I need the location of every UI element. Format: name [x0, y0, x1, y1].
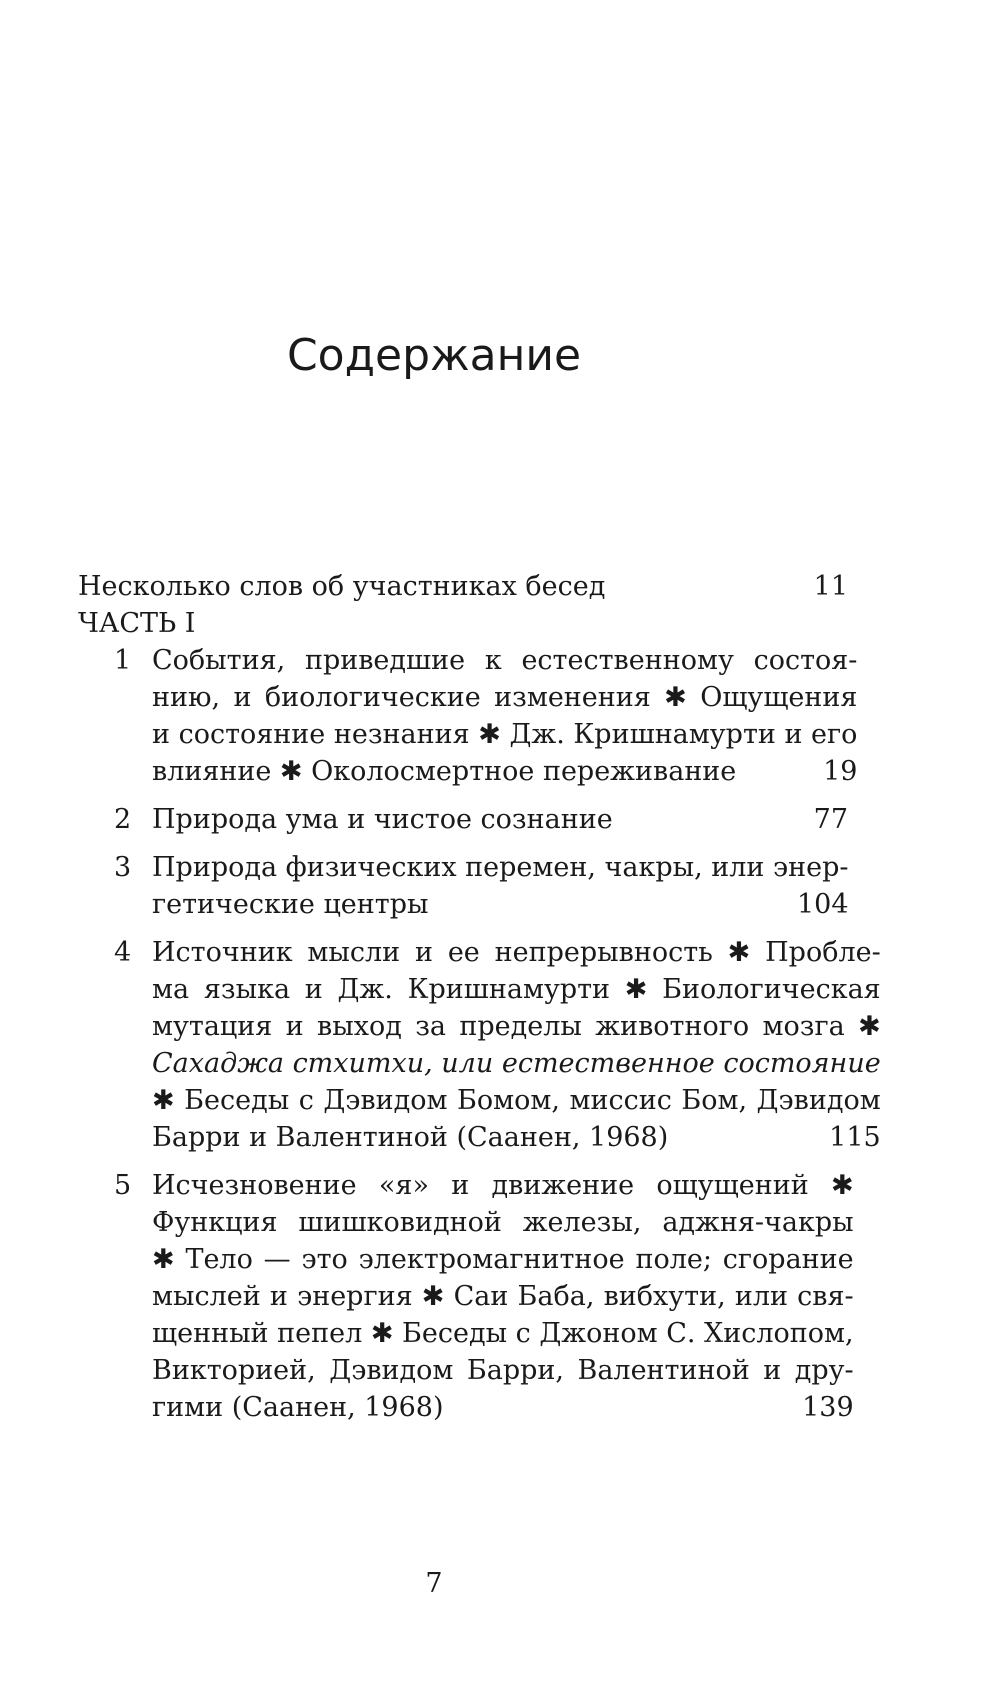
chapter-line: мутация и выход за пределы животного мозга ✱	[152, 1011, 881, 1042]
chapter-line: ✱ Беседы с Дэвидом Бомом, миссис Бом, Дэвидом	[152, 1085, 881, 1116]
chapter-line: Природа физических перемен, чакры, или энер-	[152, 852, 849, 883]
chapter-line-italic	[152, 1045, 881, 1082]
chapter-line-last	[152, 1119, 881, 1156]
chapter-number: 4	[114, 937, 132, 968]
chapter-line: и состояние незнания ✱ Дж. Кришнамурти и его	[152, 719, 858, 750]
toc-entry	[78, 1167, 854, 1426]
toc-entry	[78, 642, 858, 790]
toc-intro-text: Несколько слов об участниках бесед	[78, 571, 606, 602]
chapter-number: 2	[114, 804, 132, 835]
toc-entry	[78, 849, 848, 923]
chapter-page: 115	[829, 1122, 881, 1153]
chapter-body	[152, 1167, 854, 1426]
chapter-line-last	[152, 1389, 854, 1426]
chapter-line: Источник мысли и ее непрерывность ✱ Пробле-	[152, 937, 881, 968]
chapter-line: Викторией, Дэвидом Барри, Валентиной и дру-	[152, 1355, 854, 1386]
chapter-line-last	[152, 753, 857, 790]
chapter-body	[152, 642, 857, 790]
chapter-line-last	[152, 886, 849, 923]
chapter-page: 19	[823, 756, 858, 787]
chapter-line: ✱ Тело — это электромагнитное поле; сгорание	[152, 1244, 854, 1275]
chapter-page: 104	[796, 889, 849, 920]
chapter-line: Исчезновение «я» и движение ощущений ✱	[152, 1170, 854, 1201]
chapter-body	[152, 849, 849, 923]
chapter-line: мыслей и энергия ✱ Саи Баба, вибхути, или свя-	[152, 1281, 854, 1312]
chapter-line: влияние ✱ Околосмертное переживание	[152, 756, 737, 787]
page-title: Содержание	[286, 330, 582, 381]
toc-intro-page: 11	[813, 571, 848, 602]
chapter-number: 3	[114, 852, 132, 883]
toc-entry	[78, 801, 848, 838]
chapter-line: гетические центры	[152, 889, 429, 920]
chapter-line: Функция шишковидной железы, аджня-чакры	[152, 1207, 854, 1238]
chapter-line: Сахаджа стхитхи, или естественное состояние	[152, 1048, 881, 1079]
page-number: 7	[425, 1568, 443, 1599]
chapter-page: 139	[802, 1392, 854, 1423]
toc-intro-row	[78, 568, 848, 605]
chapter-body	[152, 801, 848, 838]
chapter-page: 77	[813, 804, 848, 835]
chapter-line: гими (Саанен, 1968)	[152, 1392, 444, 1423]
toc-entry	[78, 934, 881, 1156]
chapter-line: Природа ума и чистое сознание	[152, 804, 613, 835]
chapter-line: События, приведшие к естественному состоя-	[152, 645, 858, 676]
chapter-number: 5	[114, 1170, 132, 1201]
chapter-line-last	[152, 801, 848, 838]
chapter-line: нию, и биологические изменения ✱ Ощущения	[152, 682, 858, 713]
chapter-number: 1	[114, 645, 132, 676]
table-of-contents	[78, 568, 881, 1437]
chapter-line: Барри и Валентиной (Саанен, 1968)	[152, 1122, 669, 1153]
chapter-line: щенный пепел ✱ Беседы с Джоном С. Хислопом,	[152, 1318, 854, 1349]
chapter-body	[152, 934, 881, 1156]
chapter-line: ма языка и Дж. Кришнамурти ✱ Биологическая	[152, 974, 881, 1005]
part-heading: ЧАСТЬ I	[78, 608, 196, 639]
